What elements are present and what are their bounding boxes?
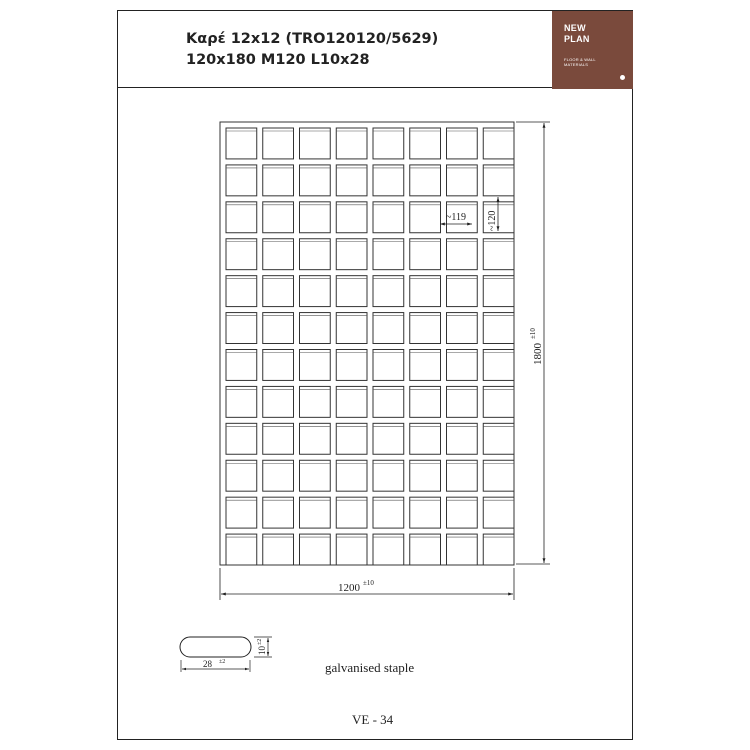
mesh-cell (447, 460, 478, 491)
mesh-cell (226, 350, 257, 381)
mesh-cell (447, 165, 478, 196)
mesh-cell (263, 239, 294, 270)
mesh-cell (373, 350, 404, 381)
mesh-cell (300, 460, 331, 491)
width-dimension (220, 568, 514, 600)
mesh-cell (373, 497, 404, 528)
mesh-cell (410, 386, 441, 417)
mesh-cell (263, 165, 294, 196)
staple-height-value: 10 (257, 646, 267, 655)
mesh-cell (447, 276, 478, 307)
mesh-cell (336, 534, 367, 565)
mesh-cell (447, 534, 478, 565)
logo-tagline-1: FLOOR & WALL (564, 57, 596, 62)
mesh-cell (447, 386, 478, 417)
cell-width-label: ~119 (446, 212, 467, 223)
mesh-cell (336, 165, 367, 196)
mesh-cell (410, 276, 441, 307)
mesh-cell (373, 276, 404, 307)
mesh-cell (336, 460, 367, 491)
mesh-cell (300, 202, 331, 233)
mesh-cell (483, 350, 514, 381)
staple-height-tolerance: ±2 (257, 638, 263, 645)
mesh-cell (373, 313, 404, 344)
staple-label: galvanised staple (325, 660, 415, 675)
logo-text-new: NEW (564, 23, 586, 33)
mesh-cell (300, 386, 331, 417)
mesh-cell (263, 460, 294, 491)
mesh-cell (226, 276, 257, 307)
width-value: 1200 (338, 582, 360, 594)
mesh-cell (373, 165, 404, 196)
mesh-cell (336, 202, 367, 233)
height-tolerance: ±10 (529, 328, 537, 339)
mesh-cell (336, 497, 367, 528)
mesh-cell (447, 423, 478, 454)
mesh-cell (226, 460, 257, 491)
mesh-cell (336, 128, 367, 159)
mesh-cell (336, 239, 367, 270)
mesh-cell (263, 128, 294, 159)
mesh-cell (483, 497, 514, 528)
cell-height-label: ~120 (487, 210, 498, 231)
title-line-1: Καρέ 12x12 (TRO120120/5629) (186, 31, 439, 47)
mesh-cell (410, 350, 441, 381)
mesh-cell (483, 276, 514, 307)
mesh-cell (410, 202, 441, 233)
mesh-cell (373, 386, 404, 417)
mesh-cell (410, 239, 441, 270)
mesh-cell (263, 202, 294, 233)
mesh-cell (373, 534, 404, 565)
mesh-cell (336, 423, 367, 454)
mesh-cell (336, 313, 367, 344)
mesh-cell (263, 276, 294, 307)
mesh-cell (226, 423, 257, 454)
mesh-cell (483, 313, 514, 344)
mesh-cell (483, 239, 514, 270)
mesh-cell (300, 313, 331, 344)
mesh-cell (483, 534, 514, 565)
mesh-cell (263, 386, 294, 417)
mesh-cell (300, 534, 331, 565)
title-line-2: 120x180 M120 L10x28 (186, 52, 370, 68)
cell-width-callout (440, 212, 472, 224)
mesh-cell (373, 423, 404, 454)
mesh-cell (336, 350, 367, 381)
height-dimension (516, 122, 550, 564)
mesh-cell (447, 128, 478, 159)
mesh-cell (263, 350, 294, 381)
mesh-cell (226, 386, 257, 417)
mesh-cell (300, 165, 331, 196)
mesh-cell (226, 202, 257, 233)
staple-detail (180, 637, 414, 675)
staple-length-value: 28 (203, 659, 212, 669)
mesh-cell (263, 497, 294, 528)
height-value: 1800 (532, 343, 544, 365)
mesh-cell (483, 165, 514, 196)
mesh-cell (373, 202, 404, 233)
mesh-cell (300, 276, 331, 307)
mesh-cell (447, 313, 478, 344)
mesh-cell (300, 239, 331, 270)
mesh-cell (263, 423, 294, 454)
drawing-code: VE - 34 (352, 712, 394, 727)
mesh-cell (410, 497, 441, 528)
mesh-cell (336, 276, 367, 307)
mesh-cell (300, 128, 331, 159)
logo-text-plan: PLAN (564, 34, 590, 44)
mesh-cell (226, 534, 257, 565)
mesh-cell (410, 165, 441, 196)
mesh-cell (373, 128, 404, 159)
mesh-cell (410, 128, 441, 159)
mesh-cell (410, 460, 441, 491)
mesh-cell (483, 460, 514, 491)
mesh-cell (483, 423, 514, 454)
logo-tagline-2: MATERIALS (564, 62, 589, 67)
mesh-cell (226, 128, 257, 159)
staple-length-tolerance: ±2 (219, 659, 226, 665)
mesh-cell (483, 128, 514, 159)
mesh-cell (410, 423, 441, 454)
mesh-cell (447, 497, 478, 528)
mesh-grid (220, 122, 514, 565)
mesh-cell (447, 239, 478, 270)
mesh-cell (226, 165, 257, 196)
mesh-cell (336, 386, 367, 417)
staple-shape (180, 637, 251, 657)
mesh-cell (226, 313, 257, 344)
mesh-cell (263, 534, 294, 565)
mesh-cell (263, 313, 294, 344)
mesh-cell (373, 239, 404, 270)
mesh-cell (447, 350, 478, 381)
mesh-cell (483, 386, 514, 417)
mesh-cell (300, 423, 331, 454)
width-tolerance: ±10 (363, 579, 374, 587)
mesh-cell (226, 497, 257, 528)
mesh-cell (226, 239, 257, 270)
mesh-cell (300, 350, 331, 381)
mesh-cell (410, 313, 441, 344)
mesh-cell (410, 534, 441, 565)
mesh-cell (373, 460, 404, 491)
mesh-cell (300, 497, 331, 528)
